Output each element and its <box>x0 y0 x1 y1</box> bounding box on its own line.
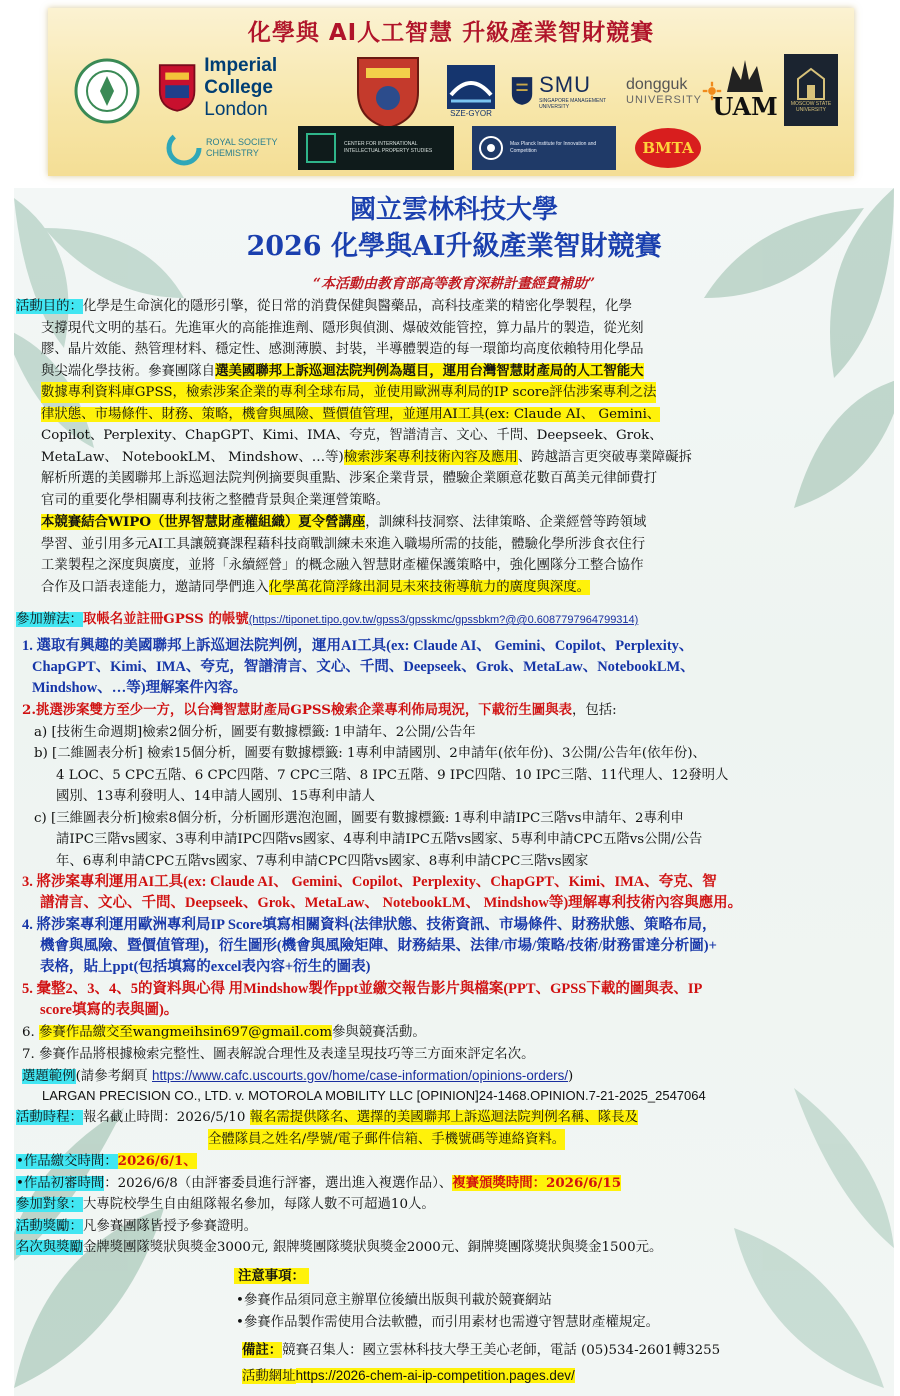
example-close: ) <box>568 1069 574 1084</box>
competition-poster <box>14 188 894 1396</box>
cdipi-text: CENTER FOR INTERNATIONAL INTELLECTUAL PROPERTY STUDIES <box>344 141 433 154</box>
poster-subtitle: “本活動由教育部高等教育深耕計畫經費補助” <box>312 276 596 292</box>
submit-date: 2026/6/1、 <box>117 1153 197 1169</box>
dongguk-logo <box>626 66 722 116</box>
smu-logo <box>510 64 630 118</box>
purpose-highlight-1: 選美國聯邦上訴巡迴法院判例為題目，運用台灣智慧財產局的人工智能大 <box>215 362 644 379</box>
gpss-link[interactable]: (https://tiponet.tipo.gov.tw/gpss3/gpsskmc/gpssbkm?@@0.6087797964799314) <box>248 614 639 626</box>
remark-label: 備註： <box>242 1342 283 1358</box>
step-2-after: ，包括: <box>571 703 617 718</box>
step-1b: ChapGPT、Kimi、IMA、夸克，智譜清言、文心、千問、Deepseek、Grok、MetaLaw、NotebookLM、 <box>32 659 695 675</box>
yuntech-logo <box>72 56 142 126</box>
dongguk-name: dongguk <box>626 76 688 93</box>
purpose-line-8-after: 、跨越語言更突破專業障礙拆 <box>517 449 692 465</box>
step-2c: c) [三維圖表分析]檢索8個分析，分析圖形選泡泡圖，圖要有數據標籤: 1專利申請IPC三階vs申請年、2專利申 <box>34 810 684 826</box>
final-award-time: 複賽頒獎時間：2026/6/15 <box>452 1174 622 1191</box>
szeged-label: SZE-GYOR <box>450 108 492 118</box>
smu-sub: SINGAPORE MANAGEMENT UNIVERSITY <box>539 98 606 110</box>
step-2: 2.挑選涉案雙方至少一方，以台灣智慧財產局GPSS檢索企業專利佈局現況，下載衍生圖與表 <box>22 702 572 718</box>
step-5b: score填寫的表與圖)。 <box>40 1002 179 1018</box>
step-2b-3: 國別、13專利發明人、14申請人國別、15專利申請人 <box>56 789 375 804</box>
eligibility-label: 參加對象： <box>16 1197 83 1212</box>
step-1c: Mindshow、…等)理解案件內容。 <box>32 680 248 696</box>
purpose-line-1: 化學是生命演化的隱形引擎，從日常的消費保健與醫藥品，高科技產業的精密化學製程，化學 <box>82 299 632 314</box>
purpose-line-6: 律狀態、市場條件、財務、策略，機會與風險、暨價值管理 <box>41 406 390 422</box>
join-label: 參加辦法： <box>16 612 83 627</box>
step-6-after: 參與競賽活動。 <box>332 1025 426 1040</box>
step-2b: b) [二維圖表分析] 檢索15個分析，圖要有數據標籤: 1專利申請國別、2申請年(依年份)、3公開/公告年(依年份)、 <box>34 746 706 761</box>
competition-site-link[interactable]: https://2026-chem-ai-ip-competition.pages.dev/ <box>295 1368 575 1383</box>
purpose-line-2: 支撐現代文明的基石。先進軍火的高能推進劑、隱形與偵測、爆破效能管控，算力晶片的製造，從光刻 <box>41 320 644 336</box>
step-7: 7. 參賽作品將根據檢索完整性、圖表解說合理性及表達呈現技巧等三方面來評定名次。 <box>22 1046 535 1062</box>
purpose-line-10: 官司的重要化學相關專利技術之整體背景與企業運營策略。 <box>41 492 390 508</box>
purpose-line-3: 膠、晶片效能、熱管理材料、穩定性、感測薄膜、封裝，半導體製造的每一環節均高度依賴特用化學品 <box>41 342 644 357</box>
step-5: 5. 彙整2、3、4、5的資料與心得 用Mindshow製作ppt並繳交報告影片與檔案(PPT、GPSS下載的圖與表、IP <box>22 981 703 997</box>
school-name: 國立雲林科技大學 <box>349 195 558 225</box>
step-2c-3: 年、6專利申請CPC五階vs國家、7專利申請CPC四階vs國家、8專利申請CPC三階vs國家 <box>56 853 589 869</box>
step-3: 3. 將涉案專利運用AI工具(ex: Claude AI、 Gemini、Copilot、Perplexity、ChapGPT、Kimi、IMA、夸克、智 <box>22 874 717 890</box>
note-2: •參賽作品製作需使用合法軟體，而引用素材也需遵守智慧財產權規定。 <box>236 1315 660 1330</box>
rsc-logo <box>166 126 286 170</box>
imperial-name-line1: Imperial College <box>204 55 278 98</box>
step-1: 1. 選取有興趣的美國聯邦上訴巡迴法院判例，運用AI工具(ex: Claude AI、 Gemini、Copilot、Perplexity、 <box>22 638 694 654</box>
purpose-label: 活動目的： <box>16 299 83 314</box>
step-6-prefix: 6. <box>22 1025 40 1040</box>
note-1: •參賽作品須同意主辦單位後續出版與刊載於競賽網站 <box>236 1293 552 1308</box>
reward-text: 凡參賽團隊皆授予參賽證明。 <box>82 1218 258 1234</box>
step-4b: 機會與風險、暨價值管理)，衍生圖形(機會與風險矩陣、財務結果、法律/市場/策略/技術/財務雷達分析圖)+ <box>40 938 717 954</box>
remark-text: 競賽召集人：國立雲林科技大學王美心老師，電話 (05)534-2601轉3255 <box>282 1343 721 1358</box>
imperial-name-line2: London <box>204 99 268 120</box>
schedule-highlight-2: 全體隊員之姓名/學號/電子郵件信箱、手機號碼等連絡資料。 <box>208 1129 565 1150</box>
site-label: 活動網址 <box>242 1369 296 1384</box>
wipo-last-highlight: 化學萬花筒浮緣出洞見未來技術導航力的廣度與深度。 <box>268 579 591 595</box>
rsc-line2: CHEMISTRY <box>206 148 259 158</box>
smu-name: SMU <box>539 72 591 97</box>
prize-text: 金牌獎團隊獎狀與獎金3000元, 銀牌獎團隊獎狀與獎金2000元、銅牌獎團隊獎狀與獎金1500元。 <box>82 1240 663 1255</box>
max-planck-logo <box>472 126 616 170</box>
wipo-line-3: 工業製程之深度與廣度，並將「永續經營」的概念融入智慧財產權保護策略中，強化團隊分工整合協作 <box>41 558 644 573</box>
poster-title: 2026 化學與AI升級產業智財競賽 <box>246 231 662 262</box>
purpose-line-4: 與尖端化學技術。參賽團隊自 <box>41 363 216 379</box>
purpose-line-7: Copilot、Perplexity、ChapGPT、Kimi、IMA、夸克，智譜清言、文心、千問、Deepseek、Grok、 <box>41 428 663 443</box>
wipo-highlight: 本競賽結合WIPO（世界智慧財產權組織）夏令營講座 <box>41 514 366 530</box>
cdipi-logo <box>298 126 454 170</box>
wipo-line-1-after: ，訓練科技洞察、法律策略、企業經營等跨領域 <box>365 515 647 530</box>
example-case: LARGAN PRECISION CO., LTD. v. MOTOROLA MOBILITY LLC [OPINION]24-1468.OPINION.7-21-2025_2547064 <box>42 1088 706 1103</box>
purpose-line-9: 解析所選的美國聯邦上訴巡迴法院判例摘要與重點、涉案企業背景，體驗企業願意花數百萬美元律師費打 <box>41 471 657 486</box>
purpose-line-5: 數據專利資料庫GPSS，檢索涉案企業的專利全球布局，並使用歐洲專利局的IP score評估涉案專利之法 <box>41 382 656 403</box>
prize-label: 名次與獎勵 <box>16 1240 83 1255</box>
uam-logo <box>714 54 776 124</box>
step-3b: 譜清言、文心、千問、Deepseek、Grok、MetaLaw、 NotebookLM、 Mindshow等)理解專利技術內容與應用。 <box>40 895 743 911</box>
cafc-link[interactable]: https://www.cafc.uscourts.gov/home/case-information/opinions-orders/ <box>152 1068 569 1083</box>
step-2c-2: 請IPC三階vs國家、3專利申請IPC四階vs國家、4專利申請IPC五階vs國家、5專利申請CPC五階vs公開/公告 <box>56 832 703 847</box>
schedule-highlight: 報名需提供隊名、選擇的美國聯邦上訴巡迴法院判例名稱、隊長及 <box>249 1110 638 1125</box>
max-planck-text: Max Planck Institute for Innovation and Competition <box>510 141 597 154</box>
wipo-line-2: 學習、並引用多元AI工具讓競賽課程藉科技商戰訓練未來進入職場所需的技能，體驗化學所涉食衣住行 <box>41 536 646 552</box>
example-text: (請參考網頁 <box>75 1069 152 1084</box>
purpose-line-8: MetaLaw、 NotebookLM、 Mindshow、…等) <box>41 449 344 465</box>
crest-logo <box>348 52 428 132</box>
banner-title: 化學與 AI人工智慧 升級產業智財競賽 <box>247 20 655 46</box>
szeged-logo <box>436 58 506 124</box>
eligibility-text: 大專院校學生自由組隊報名參加，每隊人數不可超過10人。 <box>82 1197 435 1212</box>
wipo-line-4: 合作及口語表達能力，邀請同學們進入 <box>41 579 269 595</box>
sponsor-banner <box>48 8 854 176</box>
uam-label: UAM <box>712 92 778 121</box>
purpose-line-6-after: ，並運用AI工具(ex: Claude AI、 Gemini、 <box>389 406 661 422</box>
join-text: 取帳名並註冊GPSS 的帳號 <box>82 611 249 627</box>
schedule-label: 活動時程： <box>16 1110 83 1125</box>
step-6-email: 參賽作品繳交至wangmeihsin697@gmail.com <box>39 1025 333 1040</box>
notes-title: 注意事項： <box>234 1268 309 1284</box>
imperial-college-logo <box>158 56 338 120</box>
review-label: •作品初審時間 <box>16 1175 105 1191</box>
reward-label: 活動獎勵： <box>16 1218 83 1234</box>
purpose-line-8-highlight: 檢索涉案專利技術內容及應用 <box>343 449 518 465</box>
step-2a: a) [技術生命週期]檢索2個分析，圖要有數據標籤: 1申請年、2公開/公告年 <box>34 724 476 740</box>
bmta-label: BMTA <box>642 139 694 157</box>
step-2b-2: 4 LOC、5 CPC五階、6 CPC四階、7 CPC三階、8 IPC五階、9 IPC四階、10 IPC三階、11代理人、12發明人 <box>56 767 729 783</box>
step-4c: 表格，貼上ppt(包括填寫的excel表內容+衍生的圖表) <box>40 959 371 975</box>
step-4: 4. 將涉案專利運用歐洲專利局IP Score填寫相關資料(法律狀態、技術資訊、市場條件、財務狀態、策略布局， <box>22 917 717 933</box>
example-label: 選題範例 <box>22 1069 76 1084</box>
bmta-logo <box>632 126 704 170</box>
review-text: ：2026/6/8（由評審委員進行評審，選出進入複選作品）、 <box>104 1175 453 1191</box>
moscow-logo <box>784 54 838 126</box>
moscow-label: MOSCOW STATE UNIVERSITY <box>790 101 832 113</box>
schedule-text: 報名截止時間：2026/5/10 <box>82 1110 250 1125</box>
rsc-line1: ROYAL SOCIETY <box>206 137 278 147</box>
submit-label: •作品繳交時間： <box>16 1154 118 1169</box>
dongguk-sub: UNIVERSITY <box>626 94 703 106</box>
